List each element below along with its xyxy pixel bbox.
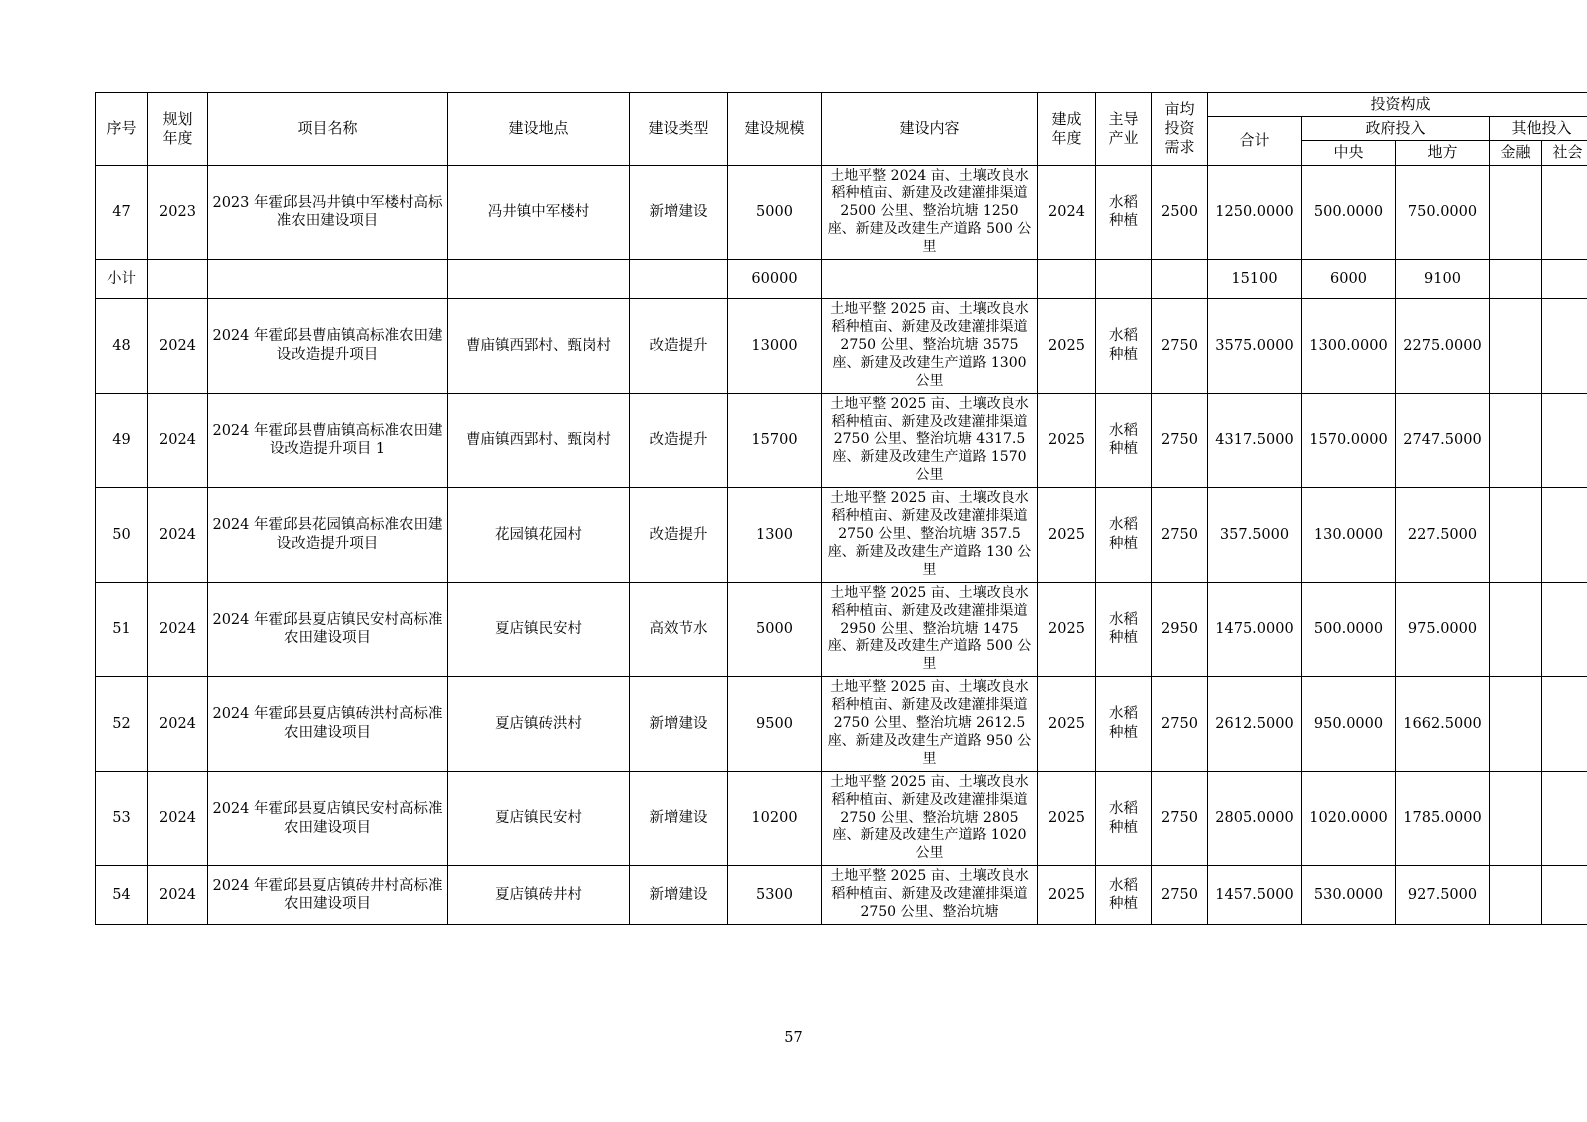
cell-industry-line2: 种植 — [1109, 213, 1138, 230]
cell-plan-year: 2024 — [148, 393, 208, 488]
cell-industry — [1096, 677, 1152, 772]
cell-industry — [1096, 866, 1152, 925]
header-per-mu-line1: 亩均 — [1164, 100, 1195, 118]
cell-total: 4317.5000 — [1208, 393, 1302, 488]
cell-build-content: 土地平整 2025 亩、土壤改良水稻种植亩、新建及改建灌排渠道 2950 公里、整治坑塘 1475 座、新建及改建生产道路 500 公里 — [822, 582, 1038, 677]
cell-finance — [1490, 582, 1542, 677]
cell-project-name: 2023 年霍邱县冯井镇中军楼村高标准农田建设项目 — [208, 165, 448, 260]
header-built-year-line2: 年度 — [1051, 128, 1082, 147]
cell-build-scale: 1300 — [728, 488, 822, 583]
cell-built-year: 2025 — [1038, 488, 1096, 583]
cell-industry-line2: 种植 — [1109, 896, 1138, 913]
cell-social — [1542, 260, 1587, 299]
cell-location: 曹庙镇西郢村、甄岗村 — [448, 299, 630, 394]
cell-finance — [1490, 393, 1542, 488]
header-built-year — [1038, 93, 1096, 166]
cell-plan-year: 2024 — [148, 488, 208, 583]
header-total: 合计 — [1208, 117, 1302, 165]
cell-finance — [1490, 165, 1542, 260]
cell-seq: 48 — [96, 299, 148, 394]
cell-total: 3575.0000 — [1208, 299, 1302, 394]
table-row-subtotal — [96, 260, 1587, 299]
header-other-input: 其他投入 — [1490, 117, 1587, 141]
cell-seq: 50 — [96, 488, 148, 583]
header-plan-year-line1: 规划 — [162, 109, 193, 128]
cell-location: 夏店镇民安村 — [448, 771, 630, 866]
cell-finance — [1490, 488, 1542, 583]
cell-built-year: 2025 — [1038, 677, 1096, 772]
cell-build-content: 土地平整 2025 亩、土壤改良水稻种植亩、新建及改建灌排渠道 2750 公里、整治坑塘 4317.5 座、新建及改建生产道路 1570 公里 — [822, 393, 1038, 488]
cell-industry-line2: 种植 — [1109, 724, 1138, 741]
cell-build-scale: 9500 — [728, 677, 822, 772]
cell-plan-year: 2024 — [148, 582, 208, 677]
cell-build-type: 新增建设 — [630, 866, 728, 925]
table-row — [96, 677, 1587, 772]
table-row — [96, 582, 1587, 677]
header-local: 地方 — [1396, 141, 1490, 165]
cell-built-year: 2025 — [1038, 771, 1096, 866]
cell-local: 750.0000 — [1396, 165, 1490, 260]
cell-location: 夏店镇砖洪村 — [448, 677, 630, 772]
header-built-year-line1: 建成 — [1051, 109, 1082, 128]
cell-industry-line1: 水稻 — [1109, 800, 1138, 817]
cell-industry-line2: 种植 — [1109, 346, 1138, 363]
cell-industry-line2: 种植 — [1109, 630, 1138, 647]
cell-social — [1542, 165, 1587, 260]
cell-industry — [1096, 771, 1152, 866]
header-per-mu-line2: 投资 — [1164, 119, 1195, 138]
cell-project-name: 2024 年霍邱县夏店镇砖井村高标准农田建设项目 — [208, 866, 448, 925]
table-row — [96, 165, 1587, 260]
cell-industry — [1096, 582, 1152, 677]
header-build-scale: 建设规模 — [728, 93, 822, 166]
cell-build-scale: 5300 — [728, 866, 822, 925]
cell-central: 1570.0000 — [1302, 393, 1396, 488]
cell-industry — [1096, 393, 1152, 488]
cell-build-scale: 10200 — [728, 771, 822, 866]
cell-industry-line1: 水稻 — [1109, 517, 1138, 534]
page-number: 57 — [784, 1030, 803, 1046]
cell-social — [1542, 393, 1587, 488]
cell-build-type — [630, 260, 728, 299]
table-header-row-1 — [96, 93, 1587, 117]
cell-local: 927.5000 — [1396, 866, 1490, 925]
cell-per-mu: 2750 — [1152, 299, 1208, 394]
cell-per-mu: 2750 — [1152, 866, 1208, 925]
cell-build-content: 土地平整 2025 亩、土壤改良水稻种植亩、新建及改建灌排渠道 2750 公里、整治坑塘 3575 座、新建及改建生产道路 1300 公里 — [822, 299, 1038, 394]
cell-industry — [1096, 260, 1152, 299]
cell-project-name: 2024 年霍邱县曹庙镇高标准农田建设改造提升项目 — [208, 299, 448, 394]
cell-per-mu: 2750 — [1152, 393, 1208, 488]
cell-social — [1542, 488, 1587, 583]
cell-industry-line2: 种植 — [1109, 441, 1138, 458]
header-finance: 金融 — [1490, 141, 1542, 165]
cell-build-content: 土地平整 2025 亩、土壤改良水稻种植亩、新建及改建灌排渠道 2750 公里、整治坑塘 2612.5 座、新建及改建生产道路 950 公里 — [822, 677, 1038, 772]
cell-central: 500.0000 — [1302, 582, 1396, 677]
cell-total: 2612.5000 — [1208, 677, 1302, 772]
cell-built-year: 2025 — [1038, 299, 1096, 394]
cell-plan-year: 2024 — [148, 299, 208, 394]
cell-build-scale: 13000 — [728, 299, 822, 394]
cell-build-content: 土地平整 2024 亩、土壤改良水稻种植亩、新建及改建灌排渠道 2500 公里、整治坑塘 1250 座、新建及改建生产道路 500 公里 — [822, 165, 1038, 260]
cell-build-type: 改造提升 — [630, 393, 728, 488]
cell-total: 357.5000 — [1208, 488, 1302, 583]
header-industry-line2: 产业 — [1108, 128, 1139, 147]
header-per-mu-line3: 需求 — [1164, 138, 1195, 157]
cell-per-mu: 2750 — [1152, 677, 1208, 772]
cell-build-scale: 15700 — [728, 393, 822, 488]
cell-built-year — [1038, 260, 1096, 299]
header-industry-line1: 主导 — [1108, 109, 1139, 128]
cell-plan-year: 2024 — [148, 866, 208, 925]
cell-location: 夏店镇砖井村 — [448, 866, 630, 925]
cell-industry-line2: 种植 — [1109, 819, 1138, 836]
cell-finance — [1490, 299, 1542, 394]
cell-seq: 54 — [96, 866, 148, 925]
cell-project-name: 2024 年霍邱县夏店镇民安村高标准农田建设项目 — [208, 582, 448, 677]
cell-total: 15100 — [1208, 260, 1302, 299]
header-seq: 序号 — [96, 93, 148, 166]
cell-project-name: 2024 年霍邱县夏店镇民安村高标准农田建设项目 — [208, 771, 448, 866]
cell-build-content: 土地平整 2025 亩、土壤改良水稻种植亩、新建及改建灌排渠道 2750 公里、整治坑塘 2805 座、新建及改建生产道路 1020 公里 — [822, 771, 1038, 866]
cell-built-year: 2025 — [1038, 393, 1096, 488]
cell-central: 530.0000 — [1302, 866, 1396, 925]
cell-local: 227.5000 — [1396, 488, 1490, 583]
cell-seq: 47 — [96, 165, 148, 260]
cell-local: 975.0000 — [1396, 582, 1490, 677]
cell-industry-line2: 种植 — [1109, 535, 1138, 552]
cell-plan-year: 2024 — [148, 771, 208, 866]
cell-built-year: 2025 — [1038, 582, 1096, 677]
cell-total: 2805.0000 — [1208, 771, 1302, 866]
cell-build-type: 改造提升 — [630, 488, 728, 583]
cell-per-mu: 2750 — [1152, 488, 1208, 583]
cell-central: 6000 — [1302, 260, 1396, 299]
cell-industry-line1: 水稻 — [1109, 877, 1138, 894]
cell-total: 1475.0000 — [1208, 582, 1302, 677]
cell-finance — [1490, 260, 1542, 299]
header-project-name: 项目名称 — [208, 93, 448, 166]
cell-central: 130.0000 — [1302, 488, 1396, 583]
cell-central: 1300.0000 — [1302, 299, 1396, 394]
table-row — [96, 866, 1587, 925]
cell-plan-year: 2023 — [148, 165, 208, 260]
cell-central: 500.0000 — [1302, 165, 1396, 260]
cell-location: 花园镇花园村 — [448, 488, 630, 583]
cell-location: 夏店镇民安村 — [448, 582, 630, 677]
cell-per-mu: 2950 — [1152, 582, 1208, 677]
cell-location — [448, 260, 630, 299]
cell-per-mu: 2500 — [1152, 165, 1208, 260]
cell-build-content: 土地平整 2025 亩、土壤改良水稻种植亩、新建及改建灌排渠道 2750 公里、整治坑塘 — [822, 866, 1038, 925]
high-standard-farmland-project-table — [95, 92, 1587, 925]
header-plan-year-line2: 年度 — [162, 128, 193, 147]
cell-industry — [1096, 299, 1152, 394]
header-central: 中央 — [1302, 141, 1396, 165]
cell-per-mu: 2750 — [1152, 771, 1208, 866]
cell-social — [1542, 677, 1587, 772]
cell-social — [1542, 771, 1587, 866]
cell-build-type: 新增建设 — [630, 771, 728, 866]
cell-seq: 49 — [96, 393, 148, 488]
header-build-type: 建设类型 — [630, 93, 728, 166]
cell-built-year: 2024 — [1038, 165, 1096, 260]
cell-industry-line1: 水稻 — [1109, 611, 1138, 628]
cell-build-scale: 5000 — [728, 582, 822, 677]
cell-finance — [1490, 866, 1542, 925]
cell-total: 1250.0000 — [1208, 165, 1302, 260]
cell-per-mu — [1152, 260, 1208, 299]
header-social: 社会 — [1542, 141, 1587, 165]
cell-seq: 53 — [96, 771, 148, 866]
cell-industry-line1: 水稻 — [1109, 194, 1138, 211]
cell-total: 1457.5000 — [1208, 866, 1302, 925]
cell-local: 2275.0000 — [1396, 299, 1490, 394]
cell-central: 950.0000 — [1302, 677, 1396, 772]
cell-build-type: 新增建设 — [630, 677, 728, 772]
cell-industry-line1: 水稻 — [1109, 422, 1138, 439]
cell-seq: 小计 — [96, 260, 148, 299]
cell-central: 1020.0000 — [1302, 771, 1396, 866]
cell-social — [1542, 866, 1587, 925]
cell-project-name: 2024 年霍邱县曹庙镇高标准农田建设改造提升项目 1 — [208, 393, 448, 488]
header-industry — [1096, 93, 1152, 166]
cell-local: 9100 — [1396, 260, 1490, 299]
cell-build-content — [822, 260, 1038, 299]
table-row — [96, 299, 1587, 394]
cell-plan-year: 2024 — [148, 677, 208, 772]
cell-local: 1662.5000 — [1396, 677, 1490, 772]
table-row — [96, 393, 1587, 488]
cell-build-scale: 5000 — [728, 165, 822, 260]
cell-build-scale: 60000 — [728, 260, 822, 299]
cell-project-name — [208, 260, 448, 299]
cell-build-content: 土地平整 2025 亩、土壤改良水稻种植亩、新建及改建灌排渠道 2750 公里、整治坑塘 357.5 座、新建及改建生产道路 130 公里 — [822, 488, 1038, 583]
cell-build-type: 高效节水 — [630, 582, 728, 677]
table-body — [96, 165, 1587, 924]
cell-industry-line1: 水稻 — [1109, 328, 1138, 345]
cell-finance — [1490, 771, 1542, 866]
cell-build-type: 新增建设 — [630, 165, 728, 260]
cell-industry — [1096, 165, 1152, 260]
cell-location: 曹庙镇西郢村、甄岗村 — [448, 393, 630, 488]
header-plan-year — [148, 93, 208, 166]
cell-plan-year — [148, 260, 208, 299]
cell-local: 2747.5000 — [1396, 393, 1490, 488]
cell-finance — [1490, 677, 1542, 772]
cell-seq: 51 — [96, 582, 148, 677]
header-location: 建设地点 — [448, 93, 630, 166]
cell-social — [1542, 582, 1587, 677]
cell-location: 冯井镇中军楼村 — [448, 165, 630, 260]
cell-project-name: 2024 年霍邱县花园镇高标准农田建设改造提升项目 — [208, 488, 448, 583]
header-gov-input: 政府投入 — [1302, 117, 1490, 141]
cell-social — [1542, 299, 1587, 394]
table-row — [96, 488, 1587, 583]
cell-built-year: 2025 — [1038, 866, 1096, 925]
header-build-content: 建设内容 — [822, 93, 1038, 166]
cell-seq: 52 — [96, 677, 148, 772]
table-row — [96, 771, 1587, 866]
cell-build-type: 改造提升 — [630, 299, 728, 394]
cell-project-name: 2024 年霍邱县夏店镇砖洪村高标准农田建设项目 — [208, 677, 448, 772]
header-per-mu-investment — [1152, 93, 1208, 166]
header-investment-structure: 投资构成 — [1208, 93, 1587, 117]
cell-industry-line1: 水稻 — [1109, 706, 1138, 723]
cell-local: 1785.0000 — [1396, 771, 1490, 866]
cell-industry — [1096, 488, 1152, 583]
